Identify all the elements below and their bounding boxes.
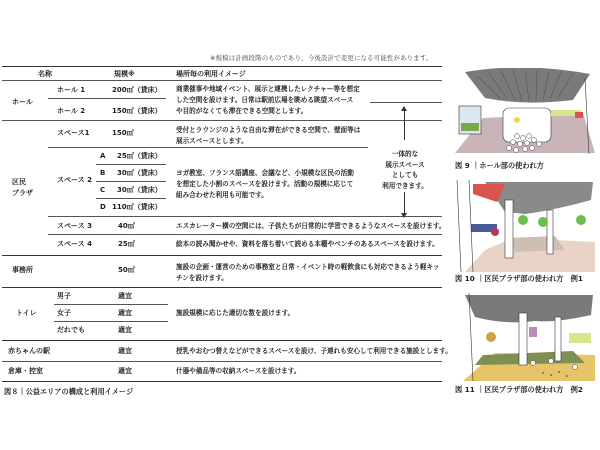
office-usage: 施設の企画・運営のための事務室と日常・イベント時の軽飲食にも対応できるよう軽キッ チンを設けます。 (176, 263, 440, 282)
fig9-hall-sketch (455, 68, 595, 158)
toilet-label: トイレ (16, 309, 37, 317)
space2c-rule (96, 198, 166, 199)
side-note (370, 104, 440, 224)
space1-name: スペース1 (57, 129, 90, 137)
space3-bottom-rule (48, 234, 442, 235)
baby-bottom-rule (2, 361, 442, 362)
toilet-male-name: 男子 (57, 292, 71, 300)
baby-scale: 適宜 (118, 347, 132, 355)
hall2-name: ホール 2 (57, 107, 86, 115)
baby-usage: 授乳やおむつ替えなどができるスペースを設け、子連れも安心して利用できる施設とします。 (176, 347, 452, 355)
side-note-top-rule (370, 102, 442, 103)
storage-scale: 適宜 (118, 367, 132, 375)
plaza-label-1: 区民 (12, 178, 26, 186)
space4-usage: 絵本の読み聞かせや、資料を落ち着いて読める本棚やベンチのあるスペースを設けます。 (176, 240, 439, 248)
space2a-rule (96, 164, 166, 165)
office-label: 事務所 (12, 266, 33, 274)
toilet-bottom-rule (2, 340, 442, 341)
side-note-text: 一体的な 展示スペース としても 利用できます。 (382, 150, 428, 190)
toilet-usage: 施設規模に応じた適切な数を設けます。 (176, 309, 295, 317)
space2a-key: A (100, 152, 106, 160)
storage-label: 倉庫・控室 (8, 367, 43, 375)
toilet-female-name: 女子 (57, 309, 71, 317)
baby-label: 赤ちゃんの駅 (8, 347, 50, 355)
office-scale: 50㎡ (118, 266, 135, 274)
space2a-scale: 25㎡（貸床） (117, 152, 162, 160)
header-rule (2, 80, 442, 81)
space2b-scale: 30㎡（貸床） (117, 169, 162, 177)
space1-scale: 150㎡ (112, 129, 134, 137)
office-bottom-rule (2, 287, 442, 288)
toilet-female-scale: 適宜 (118, 309, 132, 317)
hall1-scale: 200㎡（貸床） (112, 86, 162, 94)
hall-divider (48, 98, 166, 99)
table-bottom-rule (2, 381, 442, 382)
hall-usage: 商業催事や地域イベント、展示と連携したレクチャー等を想定 した空間を設けます。日常は駅前広場を眺める眺望スペース や目的がなくても滞在できる空間とします。 (176, 85, 360, 115)
header-usage: 場所毎の利用イメージ (176, 70, 246, 78)
space4-scale: 25㎡ (118, 240, 135, 248)
header-scale: 規模※ (114, 70, 135, 78)
space1-usage: 受付とラウンジのような自由な滞在ができる空間で、壁面等は 展示スペースとします。 (176, 126, 361, 145)
table-top-rule (2, 66, 442, 67)
space3-scale: 40㎡ (118, 222, 135, 230)
arrow-down-icon (401, 213, 407, 218)
fig11-caption: 図 11 ｜区民プラザ部の使われ方 例2 (455, 385, 583, 394)
space2-name: スペース 2 (57, 176, 92, 184)
fig11-plaza-sketch-2 (455, 293, 595, 381)
fig10-caption: 図 10 ｜区民プラザ部の使われ方 例1 (455, 274, 583, 283)
plaza-label-2: プラザ (12, 189, 33, 197)
hall2-scale: 150㎡（貸床） (112, 107, 162, 115)
plaza-bottom-rule (2, 255, 442, 256)
space2d-scale: 110㎡（貸床） (112, 203, 162, 211)
toilet-male-scale: 適宜 (118, 292, 132, 300)
space4-name: スペース 4 (57, 240, 92, 248)
hall-label: ホール (12, 98, 33, 106)
toilet-all-scale: 適宜 (118, 326, 132, 334)
space3-usage: エスカレーター横の空間には、子供たちが日常的に学習できるようなスペースを設けます。 (176, 222, 446, 230)
space2d-key: D (100, 203, 106, 211)
fig8-caption: 図８｜公益エリアの構成と利用イメージ (4, 387, 134, 396)
space2c-scale: 30㎡（貸床） (117, 186, 162, 194)
header-name: 名称 (38, 70, 52, 78)
space3-name: スペース 3 (57, 222, 92, 230)
hall1-name: ホール 1 (57, 86, 86, 94)
space2b-rule (96, 181, 166, 182)
fig10-plaza-sketch-1 (455, 180, 595, 272)
space2b-key: B (100, 169, 106, 177)
planning-note: ※規模は計画段階のものであり、今後設計で変更になる可能性があります。 (210, 54, 433, 62)
storage-usage: 什器や備品等の収納スペースを設けます。 (176, 367, 301, 375)
space2-usage: ヨガ教室、フランス語講座、会議など、小規模な区民の活動 を想定した小割のスペースを設けます。活動の規模に応じて 組み合わせた利用も可能です。 (176, 169, 354, 199)
space2c-key: C (100, 186, 106, 194)
toilet-all-name: だれでも (57, 326, 85, 334)
space1-bottom-rule (48, 147, 368, 148)
fig9-caption: 図 9 ｜ホール部の使われ方 (455, 161, 544, 170)
